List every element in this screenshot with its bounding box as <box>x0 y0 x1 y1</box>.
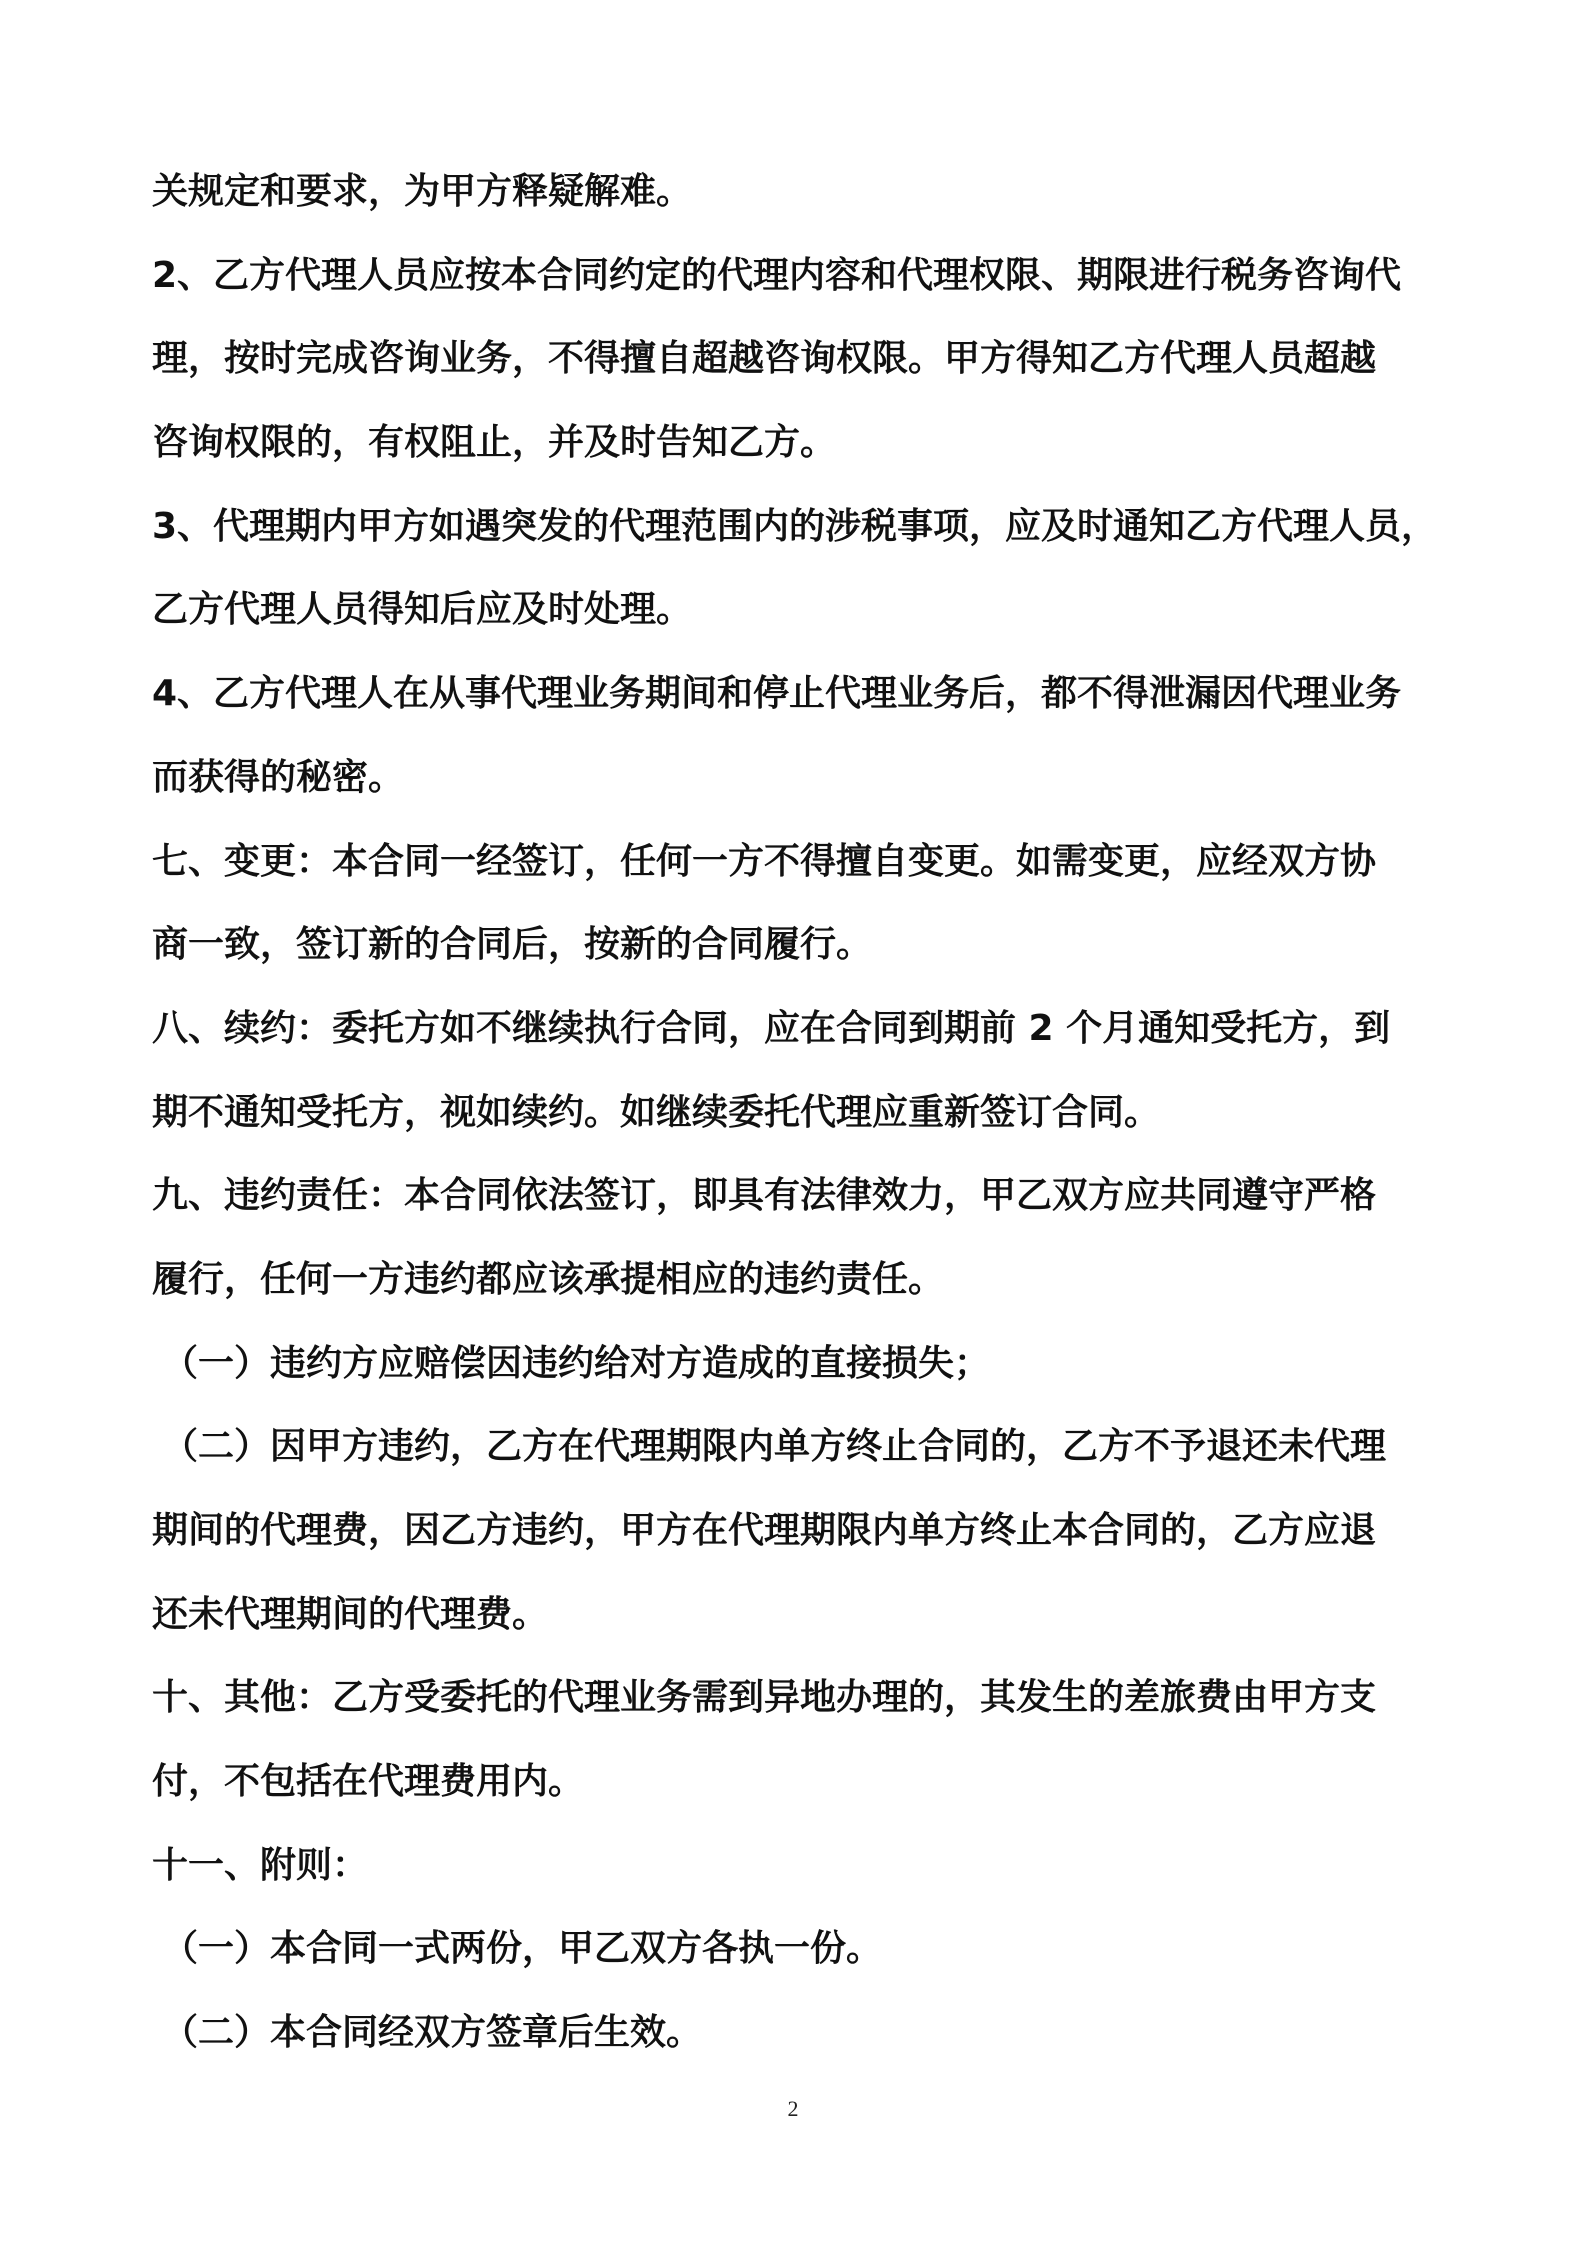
text-line: 期间的代理费，因乙方违约，甲方在代理期限内单方终止本合同的，乙方应退 <box>152 1510 1377 1551</box>
text-line: 4、乙方代理人在从事代理业务期间和停止代理业务后，都不得泄漏因代理业务 <box>152 673 1402 715</box>
text-line: 履行，任何一方违约都应该承提相应的违约责任。 <box>152 1258 945 1300</box>
text-line: 八、续约：委托方如不继续执行合同，应在合同到期前 2 个月通知受托方，到 <box>152 1007 1391 1049</box>
text-line: （二）本合同经双方签章后生效。 <box>162 2012 703 2054</box>
text-line: 乙方代理人员得知后应及时处理。 <box>152 589 693 631</box>
text-line: 七、变更：本合同一经签订，任何一方不得擅自变更。如需变更，应经双方协 <box>152 840 1377 882</box>
text-line: 而获得的秘密。 <box>152 756 405 798</box>
text-line: 期不通知受托方，视如续约。如继续委托代理应重新签订合同。 <box>152 1091 1161 1133</box>
text-line: 咨询权限的，有权阻止，并及时告知乙方。 <box>152 422 837 464</box>
text-line: （二）因甲方违约，乙方在代理期限内单方终止合同的，乙方不予退还未代理 <box>162 1426 1387 1468</box>
text-line: 商一致，签订新的合同后，按新的合同履行。 <box>152 924 873 966</box>
text-line: （一）本合同一式两份，甲乙双方各执一份。 <box>162 1928 883 1970</box>
text-line: 还未代理期间的代理费。 <box>152 1593 549 1635</box>
text-line: 2、乙方代理人员应按本合同约定的代理内容和代理权限、期限进行税务咨询代 <box>152 254 1402 296</box>
text-line: 关规定和要求，为甲方释疑解难。 <box>152 171 693 212</box>
document-body <box>152 150 1452 2075</box>
text-line: 十一、附则： <box>152 1844 369 1886</box>
text-line: 九、违约责任：本合同依法签订，即具有法律效力，甲乙双方应共同遵守严格 <box>152 1175 1377 1217</box>
text-line: 付，不包括在代理费用内。 <box>152 1761 585 1803</box>
text-line: （一）违约方应赔偿因违约给对方造成的直接损失； <box>162 1342 991 1384</box>
text-line: 理，按时完成咨询业务，不得擅自超越咨询权限。甲方得知乙方代理人员超越 <box>152 338 1377 380</box>
text-line: 十、其他：乙方受委托的代理业务需到异地办理的，其发生的差旅费由甲方支 <box>152 1677 1377 1719</box>
text-line: 3、代理期内甲方如遇突发的代理范围内的涉税事项，应及时通知乙方代理人员， <box>152 505 1438 547</box>
page-number: 2 <box>787 2096 799 2121</box>
